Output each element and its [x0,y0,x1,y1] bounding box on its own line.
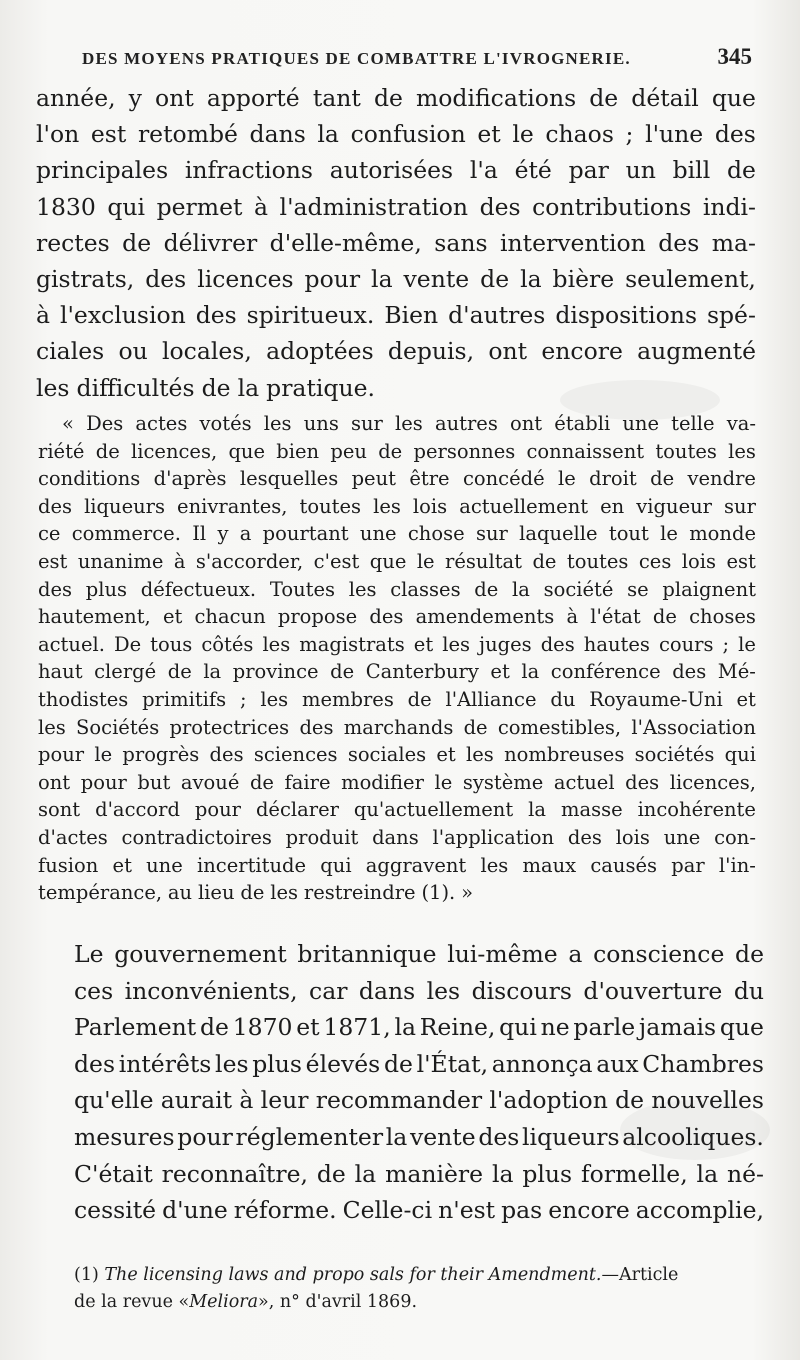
text-line: les difficultés de la pratique. [36,373,375,402]
text-line: d'actes contradictoires produit dans l'application des lois une con- [38,825,756,849]
paragraph-1 [36,80,756,406]
text-line: hautement, et chacun propose des amendements à l'état de choses [38,605,756,629]
text-line: rectes de délivrer d'elle-même, sans intervention des ma- [36,228,756,257]
text-line: ces inconvénients, car dans les discours d'ouverture du [74,976,764,1005]
text-line: Le gouvernement britannique lui-même a conscience de [74,940,764,968]
text-line: qu'elle aurait à leur recommander l'adoption de nouvelles [74,1086,764,1115]
text-line: ciales ou locales, adoptées depuis, ont encore augmenté [36,337,756,366]
text-line: gistrats, des licences pour la vente de la bière seulement, [36,265,756,294]
text-line: des intérêts les plus élevés de l'État, annonça aux Chambres [74,1049,764,1078]
text-line: pour le progrès des sciences sociales et les nombreuses sociétés qui [38,743,756,767]
text-line: sont d'accord pour déclarer qu'actuellement la masse incohérente [38,798,756,822]
text-line: année, y ont apporté tant de modifications de détail que [36,84,756,112]
text-line: fusion et une incertitude qui aggravent les maux causés par l'in- [38,853,756,877]
text-line: à l'exclusion des spiritueux. Bien d'autres dispositions spé- [36,301,756,330]
text-line: ont pour but avoué de faire modifier le système actuel des licences, [38,770,756,794]
text-line: est unanime à s'accorder, c'est que le résultat de toutes ces lois est [38,549,756,573]
footnote-line-2 [74,1289,764,1316]
footnote [74,1262,764,1316]
running-head [82,44,752,76]
text-line: 1830 qui permet à l'administration des contributions indi- [36,192,756,221]
footnote-title: The licensing laws and propo sals for their Amendment. [104,1265,602,1285]
footnote-source-prefix: de la revue « [74,1292,190,1312]
text-line: mesures pour réglementer la vente des liqueurs alcooliques. [74,1122,764,1151]
text-line: des liqueurs enivrantes, toutes les lois actuellement en vigueur sur [38,494,756,518]
text-line: principales infractions autorisées l'a été par un bill de [36,156,756,185]
text-line: les Sociétés protectrices des marchands de comestibles, l'Association [38,715,756,739]
text-line: « Des actes votés les uns sur les autres ont établi une telle va- [62,412,756,435]
text-line: l'on est retombé dans la confusion et le chaos ; l'une des [36,120,756,149]
footnote-journal: Meliora [189,1292,259,1312]
text-line: ce commerce. Il y a pourtant une chose sur laquelle tout le monde [38,522,756,546]
text-line: thodistes primitifs ; les membres de l'Alliance du Royaume-Uni et [38,687,756,711]
text-line: tempérance, au lieu de les restreindre (1). » [38,881,474,905]
page-number: 345 [717,44,752,69]
text-line: riété de licences, que bien peu de personnes connaissent toutes les [38,439,756,463]
text-line: conditions d'après lesquelles peut être concédé le droit de vendre [38,467,756,491]
paragraph-2 [74,936,764,1229]
text-line: C'était reconnaître, de la manière la plus formelle, la né- [74,1159,764,1188]
quotation-block [38,410,756,907]
footnote-source-suffix: », n° d'avril 1869. [258,1292,418,1312]
text-line: des plus défectueux. Toutes les classes de la société se plaignent [38,577,756,601]
footnote-line-1 [74,1262,764,1289]
footnote-marker: (1) [74,1265,99,1285]
footnote-article-label: —Article [601,1265,679,1285]
text-line: Parlement de 1870 et 1871, la Reine, qui ne parle jamais que [74,1013,764,1042]
text-line: haut clergé de la province de Canterbury et la conférence des Mé- [38,660,756,684]
running-title: DES MOYENS PRATIQUES DE COMBATTRE L'IVROGNERIE. [82,49,631,68]
text-line: cessité d'une réforme. Celle-ci n'est pas encore accomplie, [74,1196,764,1225]
text-line: actuel. De tous côtés les magistrats et les juges des hautes cours ; le [38,632,756,656]
